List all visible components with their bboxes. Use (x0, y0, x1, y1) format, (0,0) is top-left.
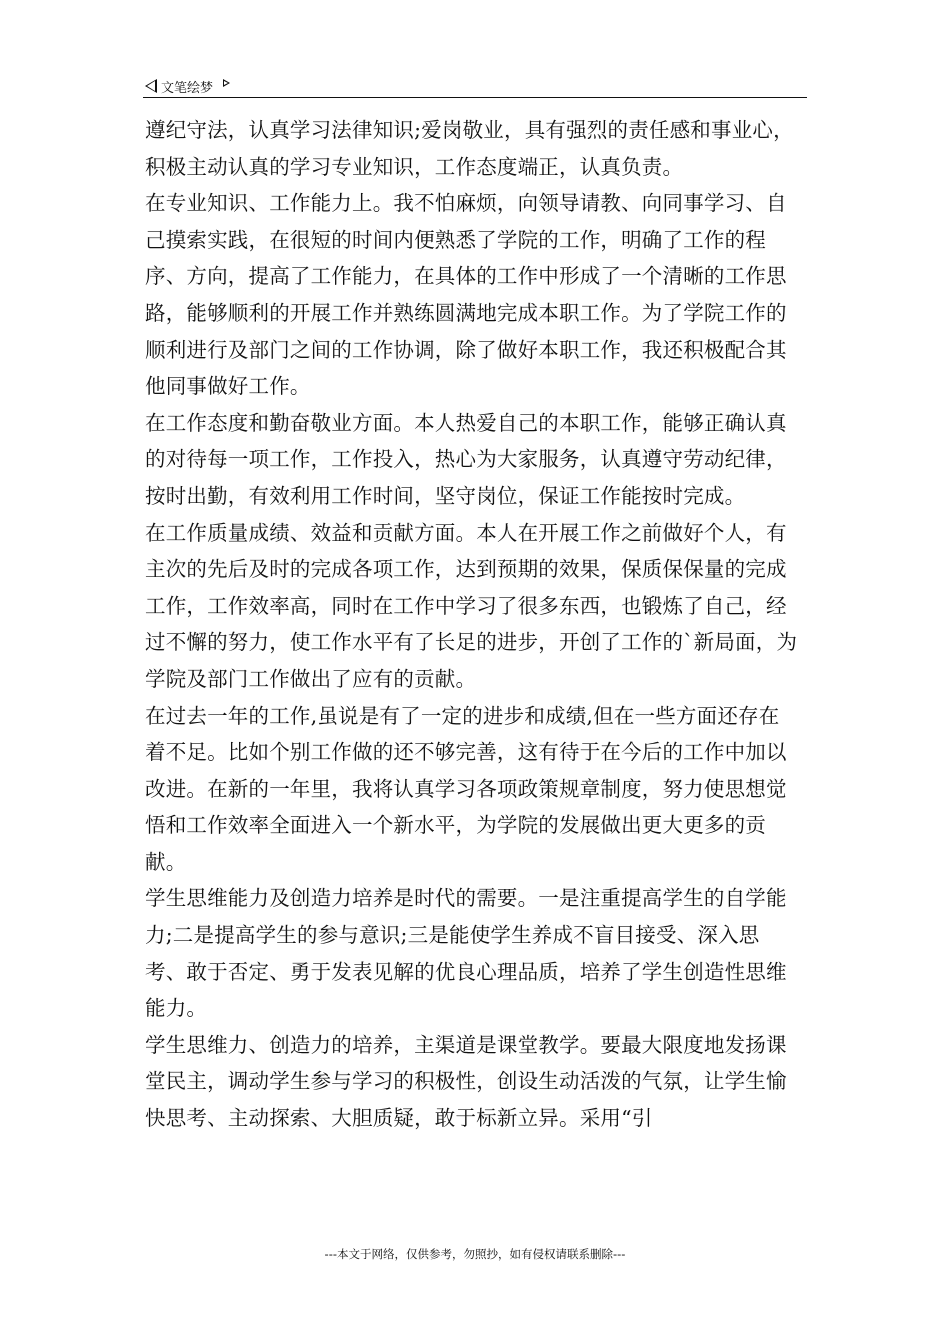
header-title: 文笔绘梦 (161, 80, 214, 96)
page-header (145, 74, 807, 98)
header-divider (143, 97, 807, 98)
page-footer: ---本文于网络，仅供参考，勿照抄，如有侵权请联系删除--- (324, 1247, 626, 1261)
paragraph: 在工作态度和勤奋敬业方面。本人热爱自己的本职工作，能够正确认真的对待每一项工作，工作投入，热心为大家服务，认真遵守劳动纪律，按时出勤，有效利用工作时间，坚守岗位，保证工作能按时完成。 (145, 410, 787, 508)
paragraph: 学生思维力、创造力的培养，主渠道是课堂教学。要最大限度地发扬课堂民主，调动学生参与学习的积极性，创设生动活泼的气氛，让学生愉快思考、主动探索、大胆质疑，敢于标新立异。采用“引 (145, 1032, 787, 1131)
paragraph: 在过去一年的工作,虽说是有了一定的进步和成绩,但在一些方面还存在着不足。比如个别工作做的还不够完善，这有待于在今后的工作中加以改进。在新的一年里，我将认真学习各项政策规章制度，努力使思想觉悟和工作效率全面进入一个新水平，为学院的发展做出更大更多的贡献。 (145, 703, 787, 874)
triangle-right-icon (223, 79, 230, 87)
paragraph: 遵纪守法，认真学习法律知识;爱岗敬业，具有强烈的责任感和事业心，积极主动认真的学习专业知识，工作态度端正，认真负责。 (145, 118, 794, 179)
paragraph: 学生思维能力及创造力培养是时代的需要。一是注重提高学生的自学能力;二是提高学生的参与意识;三是能使学生养成不盲目接受、深入思考、敢于否定、勇于发表见解的优良心理品质，培养了学生创造性思维能力。 (145, 886, 787, 1021)
triangle-left-icon (145, 79, 157, 93)
paragraph: 在专业知识、工作能力上。我不怕麻烦，向领导请教、向同事学习、自己摸索实践，在很短的时间内便熟悉了学院的工作，明确了工作的程序、方向，提高了工作能力，在具体的工作中形成了一个清晰的工作思路，能够顺利的开展工作并熟练圆满地完成本职工作。为了学院工作的顺利进行及部门之间的工作协调，除了做好本职工作，我还积极配合其他同事做好工作。 (145, 191, 787, 399)
document-body (145, 112, 800, 1137)
paragraph: 在工作质量成绩、效益和贡献方面。本人在开展工作之前做好个人，有主次的先后及时的完成各项工作，达到预期的效果，保质保保量的完成工作，工作效率高，同时在工作中学习了很多东西，也锻炼了自己，经过不懈的努力，使工作水平有了长足的进步，开创了工作的`新局面，为学院及部门工作做出了应有的贡献。 (145, 520, 798, 691)
